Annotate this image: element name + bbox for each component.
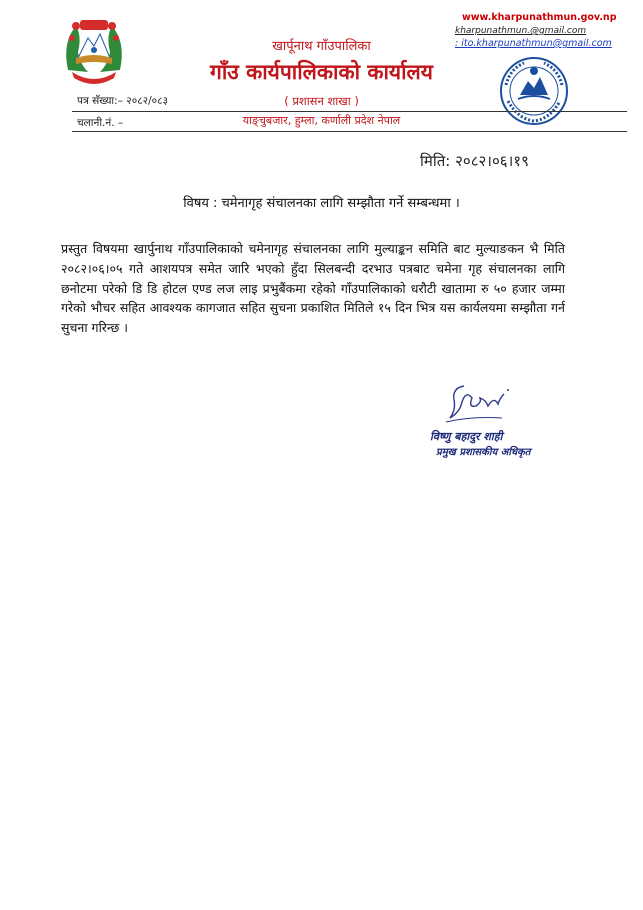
office-title: गाँउ कार्यपालिकाको कार्यालय	[210, 60, 433, 84]
header-divider	[72, 111, 627, 112]
signatory-title: प्रमुख प्रशासकीय अधिकृत	[436, 447, 531, 458]
signatory-name: विष्णु बहादुर शाही	[430, 430, 503, 443]
handwritten-signature	[442, 378, 522, 426]
dispatch-number: चलानी.नं. –	[77, 117, 124, 129]
info-email-link[interactable]: : ito.kharpunathmun@gmail.com	[455, 38, 612, 49]
letter-subject: विषय : चमेनागृह संचालनका लागि सम्झौता गर्ने सम्बन्धमा ।	[183, 196, 460, 211]
office-address: याङ्चुबजार, हुम्ला, कर्णाली प्रदेश नेपाल	[242, 114, 401, 127]
municipality-name: खार्पूनाथ गाँउपालिका	[272, 39, 371, 54]
letter-date: मिति: २०८२।०६।१९	[420, 152, 529, 170]
reference-number: पत्र सँख्या:– २०८२/०८३	[77, 95, 169, 107]
letter-body: प्रस्तुत विषयमा खार्पुनाथ गाँउपालिकाको चमेनागृह संचालनका लागि मुल्याङ्कन समिति बाट मुल्याङकन भै मिति २०८२।०६।०५ गते आशयपत्र समेत जारि भएको हुँदा सिलबन्दी दरभाउ पत्रबाट चमेना गृह संचालनका लागि छनोटमा परेको डि डि होटल एण्ड लज लाइ प्रभुबैंकमा रहेको गाँउपालिकाको धरौटी खातामा रु ५० हजार जम्मा गरेको भौचर सहित आवश्यक कागजात सहित सुचना प्रकाशित मितिले १५ दिन भित्र यस कार्यलयमा सम्झौता गर्न सुचना गरिन्छ ।	[61, 241, 565, 336]
branch-name: ( प्रशासन शाखा )	[284, 94, 359, 108]
header-divider-bottom	[72, 131, 627, 132]
website-link[interactable]: www.kharpunathmun.gov.np	[462, 12, 617, 23]
email-link[interactable]: kharpunathmun.@gmail.com	[455, 26, 587, 36]
